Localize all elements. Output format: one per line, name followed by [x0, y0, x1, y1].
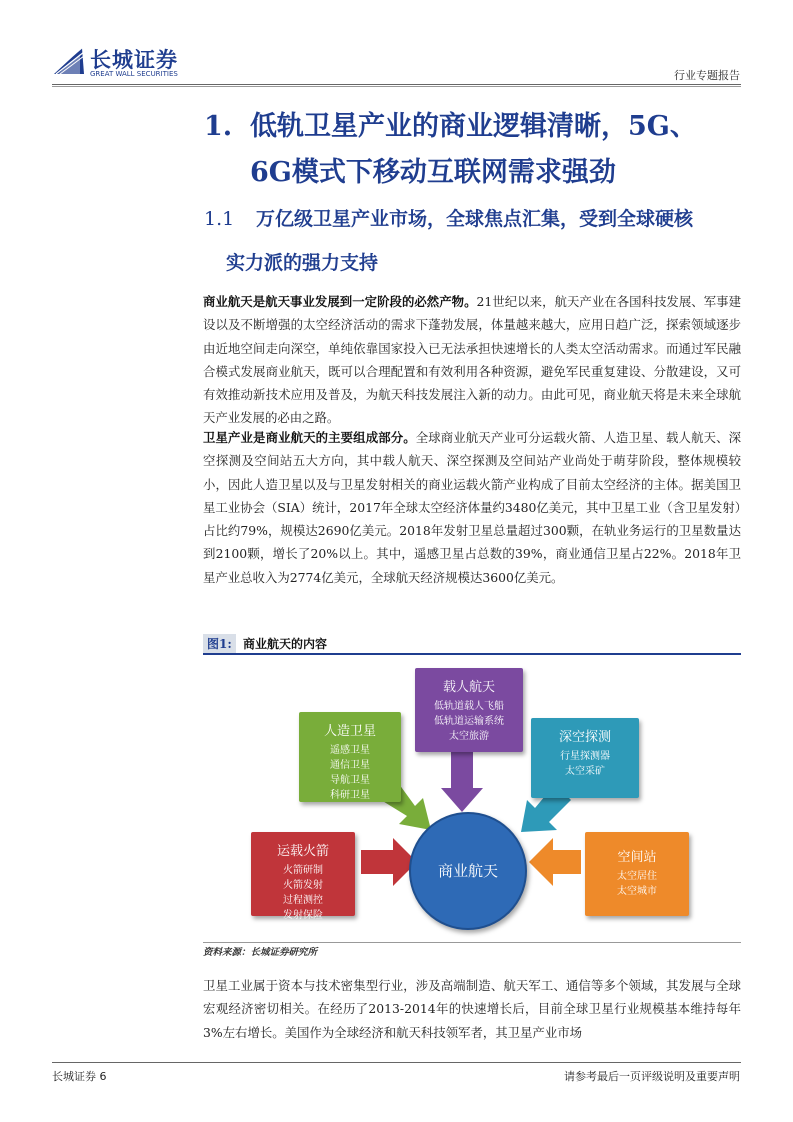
subsection-title-line2: 实力派的强力支持: [226, 252, 379, 274]
box-item: 低轨道载人飞船: [434, 701, 504, 712]
great-wall-logo-icon: [52, 44, 86, 78]
paragraph-satellite-industry: [203, 426, 741, 589]
report-type: 行业专题报告: [674, 69, 740, 82]
footer-page-number: 长城证券 6: [52, 1070, 107, 1083]
paragraph-body: 全球商业航天产业可分运载火箭、人造卫星、载人航天、深空探测及空间站五大方向，其中载人航天、深空探测及空间站产业尚处于萌芽阶段，整体规模较小，因此人造卫星以及与卫星发射相关的商业运载火箭产业构成了目前太空经济的主体。据美国卫星工业协会（SIA）统计，2017年全球太空经济体量约3480亿美元，其中卫星工业（含卫星发射）占比约79%，规模达2690亿美元。2018年发射卫星总量超过300颗，在轨业务运行的卫星数量达到2100颗，增长了20%以上。其中，遥感卫星占总数的39%，商业通信卫星占22%。2018年卫星产业总收入为2774亿美元，全球航天经济规模达3600亿美元。: [203, 430, 742, 585]
paragraph-lead: 商业航天是航天事业发展到一定阶段的必然产物。: [203, 294, 477, 309]
box-item: 火箭研制: [283, 865, 323, 876]
box-item: 科研卫星: [330, 790, 370, 801]
logo-english-name: GREAT WALL SECURITIES: [90, 70, 178, 78]
figure-label: 图1:: [203, 634, 236, 654]
paragraph-satellite-market: [203, 974, 741, 1044]
box-title: 空间站: [617, 850, 657, 865]
box-item: 过程测控: [283, 895, 323, 906]
header-divider-thin: [52, 86, 741, 87]
box-title: 深空探测: [558, 730, 611, 745]
arrow-from-station: [529, 838, 581, 886]
subsection-number: 1.1: [204, 208, 235, 230]
section-title-line2: 6G模式下移动互联网需求强劲: [250, 157, 616, 188]
box-space-station: [585, 832, 689, 916]
center-label: 商业航天: [437, 862, 498, 880]
logo-chinese-name: 长城证券: [90, 48, 178, 72]
paragraph-commercial-space: [203, 290, 741, 430]
paragraph-body: 卫星工业属于资本与技术密集型行业，涉及高端制造、航天军工、通信等多个领域，其发展与全球宏观经济密切相关。在经历了2013-2014年的快速增长后，目前全球卫星行业规模基本维持每年3%左右增长。美国作为全球经济和航天科技领军者，其卫星产业市场: [203, 978, 741, 1040]
center-commercial-space: [409, 812, 527, 930]
company-logo: [52, 42, 192, 82]
box-item: 导航卫星: [330, 775, 370, 786]
figure-source: 资料来源：长城证券研究所: [203, 947, 318, 958]
box-crewed-spaceflight: [415, 668, 523, 752]
paragraph-lead: 卫星产业是商业航天的主要组成部分。: [203, 430, 416, 445]
figure-caption: [203, 634, 741, 654]
box-title: 运载火箭: [276, 844, 329, 859]
commercial-space-diagram: [203, 660, 741, 940]
footer-disclaimer: 请参考最后一页评级说明及重要声明: [564, 1070, 740, 1083]
box-item: 发射保险: [283, 910, 323, 921]
box-item: 太空居住: [617, 871, 657, 882]
box-item: 火箭发射: [283, 880, 323, 891]
arrow-from-crewed: [441, 752, 483, 812]
header-divider: [52, 84, 741, 85]
paragraph-body: 21世纪以来，航天产业在各国科技发展、军事建设以及不断增强的太空经济活动的需求下蓬勃发展，体量越来越大，应用日趋广泛，探索领域逐步由近地空间走向深空，单纯依靠国家投入已无法承担快速增长的人类太空活动需求。而通过军民融合模式发展商业航天，既可以合理配置和有效利用各种资源，避免军民重复建设、分散建设，又可有效推动新技术应用及普及，为航天科技发展注入新的动力。由此可见，商业航天将是未来全球航天产业发展的必由之路。: [203, 294, 741, 426]
box-deep-space-exploration: [531, 718, 639, 798]
box-title: 载人航天: [442, 680, 495, 695]
box-item: 太空采矿: [565, 766, 605, 777]
box-item: 遥感卫星: [330, 745, 370, 756]
subsection-title-line1: 万亿级卫星产业市场，全球焦点汇集，受到全球硬核: [256, 208, 694, 230]
box-item: 通信卫星: [330, 760, 370, 771]
box-launch-vehicle: [251, 832, 355, 921]
section-number: 1.: [204, 111, 233, 142]
source-divider: [203, 942, 741, 943]
box-title: 人造卫星: [323, 724, 376, 739]
box-item: 低轨道运输系统: [434, 716, 504, 727]
box-item: 行星探测器: [560, 751, 610, 762]
figure-caption-rule: [203, 653, 741, 655]
figure-title: 商业航天的内容: [243, 637, 328, 651]
box-item: 太空旅游: [449, 731, 489, 742]
box-artificial-satellite: [299, 712, 401, 802]
box-item: 太空城市: [617, 886, 657, 897]
footer-divider: [52, 1062, 741, 1063]
section-title-line1: 低轨卫星产业的商业逻辑清晰，5G、: [250, 111, 697, 142]
